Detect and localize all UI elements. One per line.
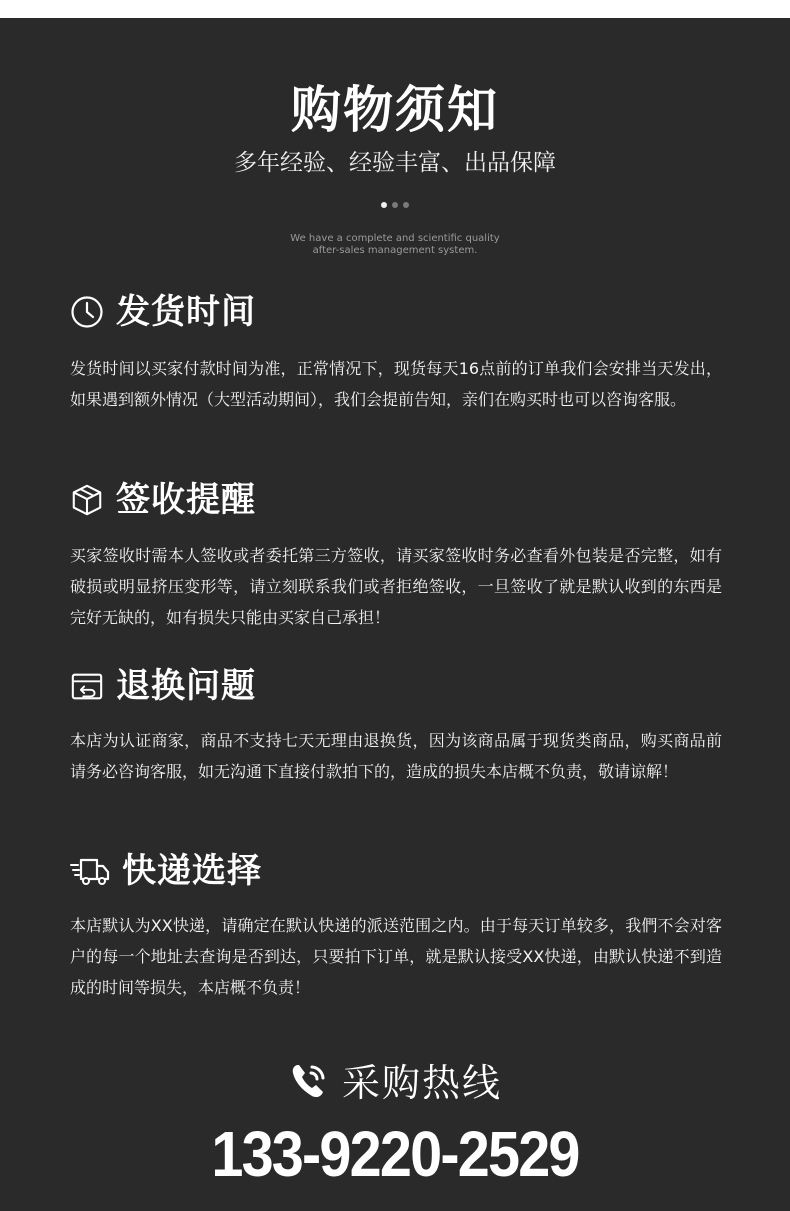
delivery-truck-icon <box>70 854 110 888</box>
english-tagline <box>0 233 790 257</box>
return-box-icon <box>70 669 104 703</box>
dot-indicator <box>403 202 409 208</box>
section-body: 发货时间以买家付款时间为准，正常情况下，现货每天16点前的订单我们会安排当天发出，如果遇到额外情况（大型活动期间），我们会提前告知，亲们在购买时也可以咨询客服。 <box>70 359 722 409</box>
section-shipping-time <box>70 290 256 334</box>
package-box-icon <box>70 483 104 517</box>
section-title: 退换问题 <box>116 666 256 706</box>
clock-icon <box>70 295 104 329</box>
phone-icon <box>288 1060 330 1106</box>
section-returns <box>70 664 256 708</box>
hotline-heading <box>0 1058 790 1108</box>
dot-indicator <box>381 202 387 208</box>
page-title: 购物须知 <box>291 81 499 139</box>
section-courier <box>70 849 262 893</box>
section-body: 买家签收时需本人签收或者委托第三方签收，请买家签收时务必查看外包装是否完整，如有破损或明显挤压变形等，请立刻联系我们或者拒绝签收，一旦签收了就是默认收到的东西是完好无缺的，如有损失只能由买家自己承担！ <box>70 546 722 627</box>
carousel-dots <box>0 202 790 210</box>
section-body: 本店为认证商家，商品不支持七天无理由退换货，因为该商品属于现货类商品，购买商品前请务必咨询客服，如无沟通下直接付款拍下的，造成的损失本店概不负责，敬请谅解！ <box>70 731 722 781</box>
section-title: 发货时间 <box>116 292 256 332</box>
dot-indicator <box>392 202 398 208</box>
section-receipt-reminder <box>70 478 256 522</box>
section-body: 本店默认为XX快递，请确定在默认快递的派送范围之内。由于每天订单较多，我們不会对客户的每一个地址去查询是否到达，只要拍下订单，就是默认接受XX快递，由默认快递不到造成的时间等损失，本店概不负责！ <box>70 916 722 997</box>
phone-number[interactable]: 133-9220-2529 <box>211 1118 579 1190</box>
section-title: 快递选择 <box>122 851 262 891</box>
english-tagline-line2: after-sales management system. <box>312 245 478 256</box>
english-tagline-line1: We have a complete and scientific quality <box>290 233 500 244</box>
hotline-label: 采购热线 <box>341 1061 502 1105</box>
section-title: 签收提醒 <box>116 480 256 520</box>
page-subtitle: 多年经验、经验丰富、出品保障 <box>234 150 556 176</box>
notice-panel <box>0 18 790 1211</box>
